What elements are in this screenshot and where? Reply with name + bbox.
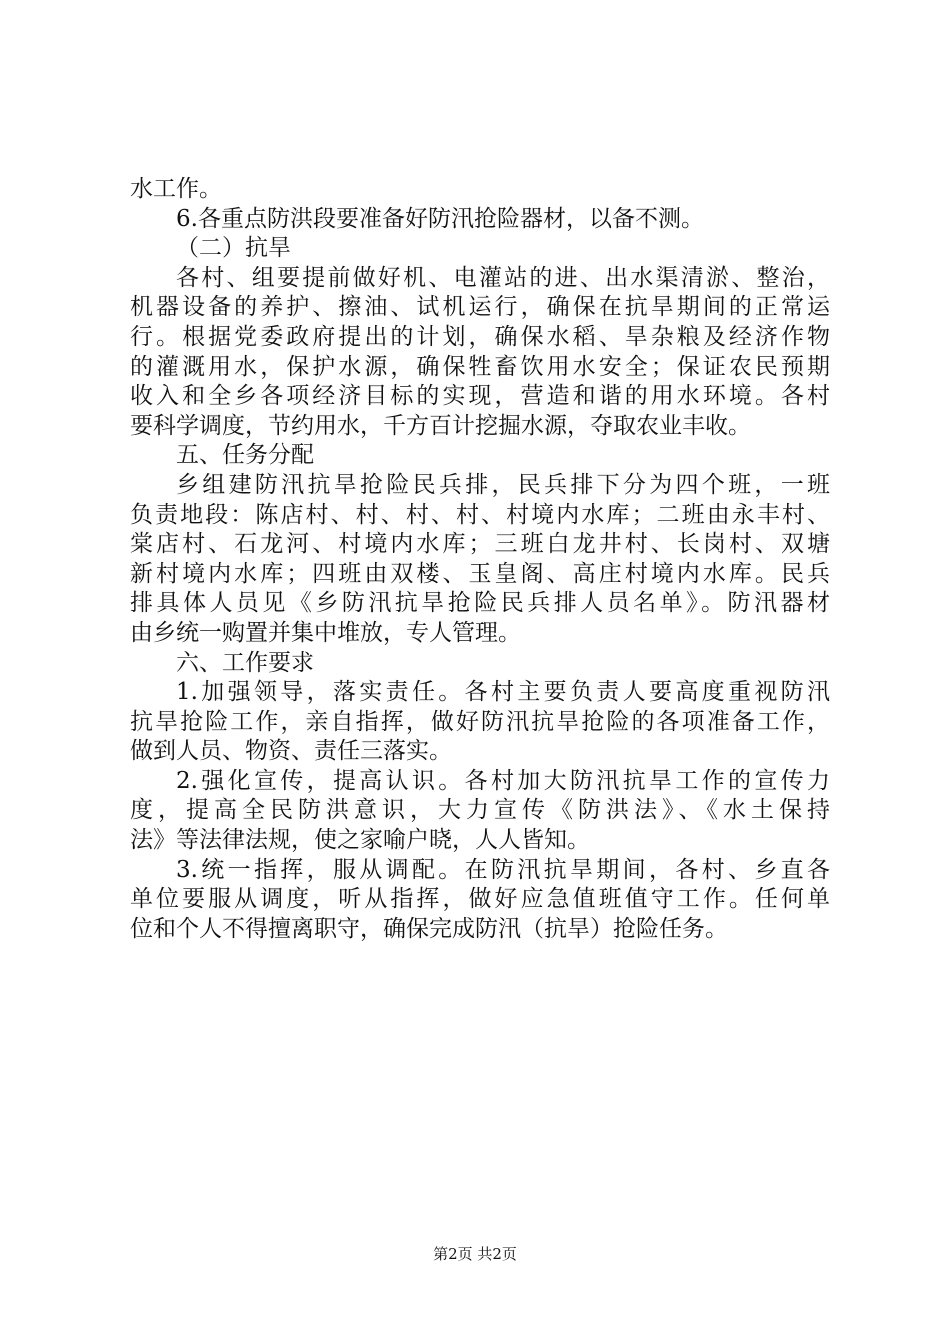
text-line: 新村境内水库；四班由双楼、玉皇阁、高庄村境内水库。民兵 [130, 560, 830, 587]
text-line: 各村、组要提前做好机、电灌站的进、出水渠清淤、整治， [176, 264, 830, 291]
text-line: 抗旱抢险工作，亲自指挥，做好防汛抗旱抢险的各项准备工作， [130, 708, 830, 735]
page-footer: 第2页 共2页 [433, 1245, 517, 1263]
text-line: 水工作。 [130, 176, 222, 202]
text-line: 负责地段：陈店村、村、村、村、村境内水库；二班由永丰村、 [130, 501, 830, 528]
text-line: 五、任务分配 [176, 442, 314, 469]
text-line: 乡组建防汛抗旱抢险民兵排，民兵排下分为四个班，一班 [176, 471, 830, 498]
text-line: 3.统一指挥，服从调配。在防汛抗旱期间，各村、乡直各 [176, 856, 830, 883]
text-line: 行。根据党委政府提出的计划，确保水稻、旱杂粮及经济作物 [130, 323, 830, 350]
text-line: 度，提高全民防洪意识，大力宣传《防洪法》、《水土保持 [130, 797, 830, 824]
text-line: 1.加强领导，落实责任。各村主要负责人要高度重视防汛 [176, 679, 830, 706]
text-line: 2.强化宣传，提高认识。各村加大防汛抗旱工作的宣传力 [176, 767, 830, 794]
text-line: 的灌溉用水，保护水源，确保牲畜饮用水安全；保证农民预期 [130, 353, 830, 380]
text-line: 六、工作要求 [176, 649, 314, 676]
text-line: 由乡统一购置并集中堆放，专人管理。 [130, 619, 521, 646]
text-line: 位和个人不得擅离职守，确保完成防汛（抗旱）抢险任务。 [130, 915, 728, 942]
text-line: 6.各重点防洪段要准备好防汛抢险器材，以备不测。 [176, 205, 704, 232]
text-line: 收入和全乡各项经济目标的实现，营造和谐的用水环境。各村 [130, 383, 830, 410]
text-line: 机器设备的养护、擦油、试机运行，确保在抗旱期间的正常运 [130, 294, 830, 321]
text-line: 要科学调度，节约用水，千方百计挖掘水源，夺取农业丰收。 [130, 412, 751, 439]
text-line: 做到人员、物资、责任三落实。 [130, 738, 452, 765]
text-line: （二）抗旱 [176, 235, 291, 262]
text-line: 单位要服从调度，听从指挥，做好应急值班值守工作。任何单 [130, 886, 830, 913]
text-line: 排具体人员见《乡防汛抗旱抢险民兵排人员名单》。防汛器材 [130, 590, 830, 617]
text-line: 棠店村、石龙河、村境内水库；三班白龙井村、长岗村、双塘 [130, 531, 830, 558]
text-line: 法》等法律法规，使之家喻户晓，人人皆知。 [130, 827, 590, 854]
document-body [130, 175, 830, 944]
